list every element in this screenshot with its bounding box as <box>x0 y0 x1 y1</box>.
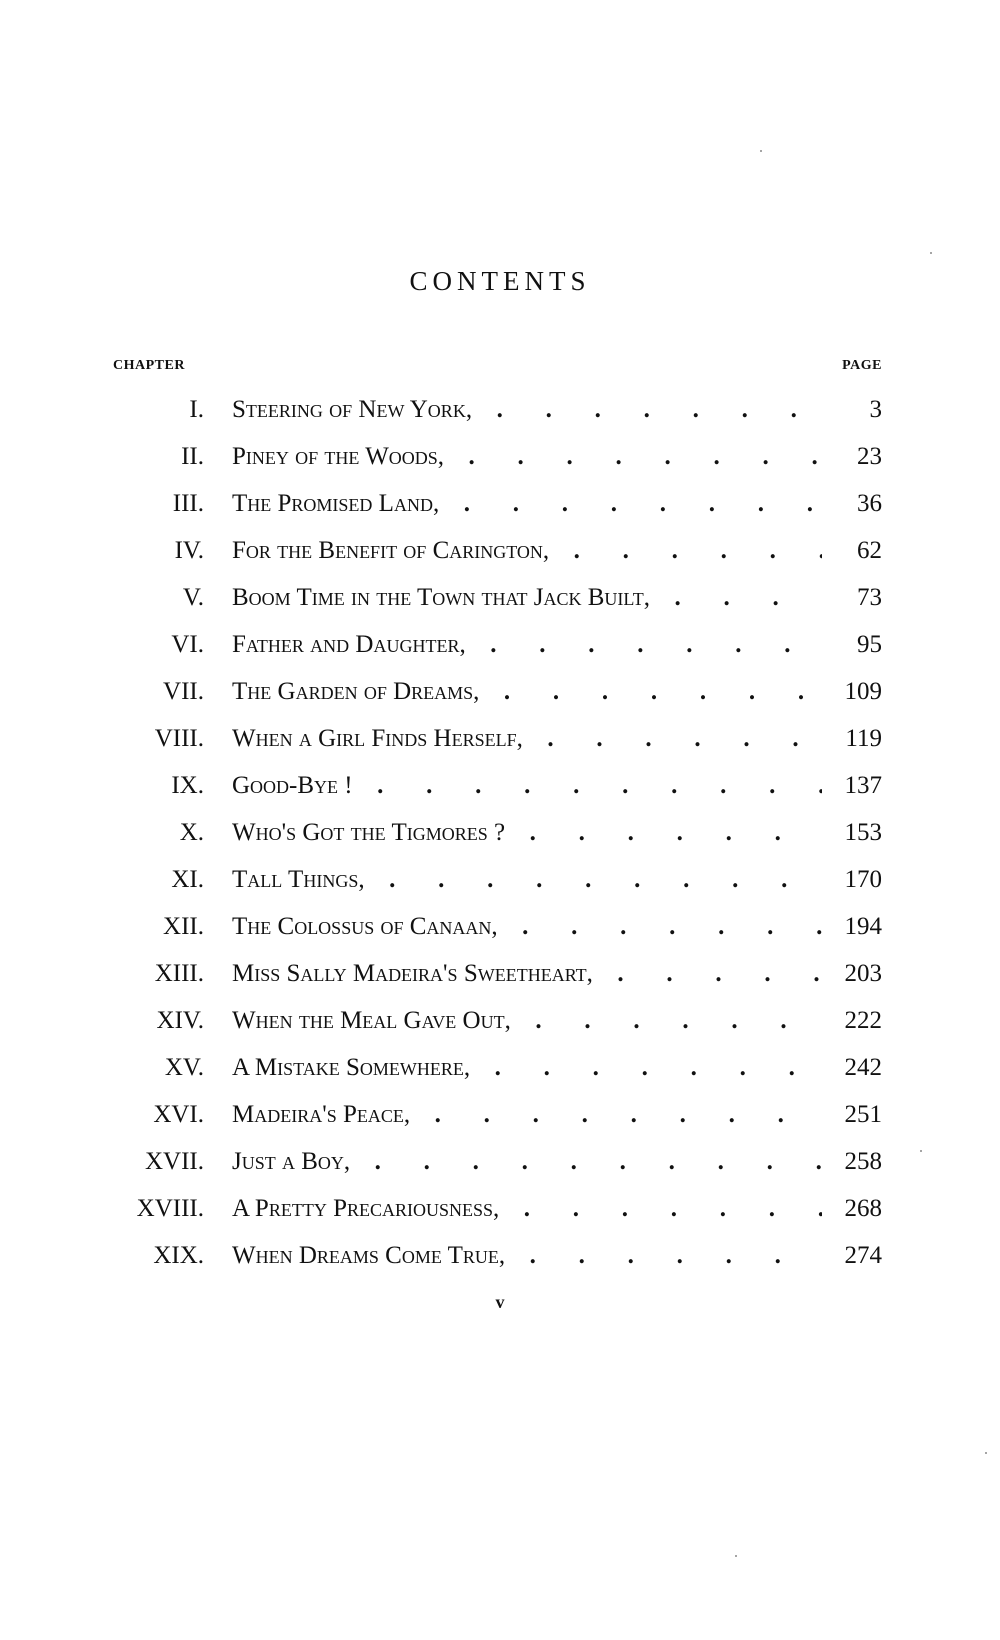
chapter-title: When Dreams Come True, . . <box>232 1232 822 1279</box>
print-speck <box>760 150 762 152</box>
chapter-number: I. <box>189 396 204 423</box>
toc-row <box>0 950 1000 997</box>
toc-row <box>0 762 1000 809</box>
chapter-title: When a Girl Finds Herself, . . <box>232 715 822 762</box>
chapter-number: VI. <box>171 631 204 658</box>
chapter-number: III. <box>172 490 204 517</box>
chapter-page: 23 <box>822 433 882 480</box>
toc-row <box>0 903 1000 950</box>
toc-row <box>0 997 1000 1044</box>
chapter-title: Good-Bye ! . . <box>232 762 822 809</box>
chapter-number: IX. <box>171 772 204 799</box>
print-speck <box>920 1150 922 1152</box>
toc-row <box>0 621 1000 668</box>
chapter-title: Piney of the Woods, . . <box>232 433 822 480</box>
chapter-number: XVIII. <box>136 1195 204 1222</box>
toc-row <box>0 433 1000 480</box>
chapter-page: 73 <box>822 574 882 621</box>
chapter-column-header: CHAPTER <box>113 358 185 373</box>
chapter-page: 222 <box>822 997 882 1044</box>
toc-row <box>0 1044 1000 1091</box>
chapter-title: Just a Boy, . . <box>232 1138 822 1185</box>
chapter-page: 137 <box>822 762 882 809</box>
chapter-number: XVI. <box>153 1101 204 1128</box>
toc-row <box>0 1138 1000 1185</box>
toc-row <box>0 1232 1000 1279</box>
chapter-number: X. <box>179 819 204 846</box>
chapter-title: A Mistake Somewhere, . . <box>232 1044 822 1091</box>
chapter-number: VII. <box>163 678 204 705</box>
chapter-title: The Garden of Dreams, . . <box>232 668 822 715</box>
chapter-number: XIX. <box>153 1242 204 1269</box>
chapter-page: 36 <box>822 480 882 527</box>
chapter-page: 119 <box>822 715 882 762</box>
chapter-number: XV. <box>164 1054 204 1081</box>
chapter-title: A Pretty Precariousness, . . <box>232 1185 822 1232</box>
toc-row <box>0 856 1000 903</box>
toc-row <box>0 1091 1000 1138</box>
chapter-number: V. <box>182 584 204 611</box>
chapter-page: 242 <box>822 1044 882 1091</box>
chapter-title: Steering of New York, . . <box>232 386 822 433</box>
chapter-title: Tall Things, . . <box>232 856 822 903</box>
chapter-page: 268 <box>822 1185 882 1232</box>
toc-row <box>0 574 1000 621</box>
page-folio: v <box>495 1292 505 1312</box>
chapter-title: Boom Time in the Town that Jack Built, . . <box>232 574 822 621</box>
chapter-page: 62 <box>822 527 882 574</box>
chapter-title: Miss Sally Madeira's Sweetheart, . . <box>232 950 822 997</box>
page-title: CONTENTS <box>409 266 591 296</box>
chapter-page: 258 <box>822 1138 882 1185</box>
chapter-page: 153 <box>822 809 882 856</box>
toc-row <box>0 1185 1000 1232</box>
chapter-page: 95 <box>822 621 882 668</box>
chapter-number: XVII. <box>144 1148 204 1175</box>
chapter-title: Who's Got the Tigmores ? . . <box>232 809 822 856</box>
toc-row <box>0 480 1000 527</box>
toc-row <box>0 809 1000 856</box>
page-column-header: PAGE <box>842 358 882 373</box>
toc-row <box>0 668 1000 715</box>
chapter-number: XIII. <box>154 960 204 987</box>
toc-row <box>0 715 1000 762</box>
chapter-page: 203 <box>822 950 882 997</box>
chapter-title: The Colossus of Canaan, . . <box>232 903 822 950</box>
table-of-contents <box>0 386 1000 1279</box>
chapter-page: 3 <box>822 386 882 433</box>
chapter-page: 194 <box>822 903 882 950</box>
chapter-number: XIV. <box>156 1007 204 1034</box>
chapter-number: IV. <box>174 537 204 564</box>
chapter-title: Father and Daughter, . . <box>232 621 822 668</box>
chapter-number: VIII. <box>154 725 204 752</box>
chapter-number: XII. <box>163 913 204 940</box>
chapter-page: 170 <box>822 856 882 903</box>
chapter-number: II. <box>181 443 204 470</box>
chapter-title: Madeira's Peace, . . <box>232 1091 822 1138</box>
chapter-page: 274 <box>822 1232 882 1279</box>
chapter-title: When the Meal Gave Out, . . <box>232 997 822 1044</box>
print-speck <box>930 252 932 254</box>
chapter-page: 251 <box>822 1091 882 1138</box>
chapter-number: XI. <box>171 866 204 893</box>
toc-row <box>0 386 1000 433</box>
print-speck <box>735 1555 737 1557</box>
toc-row <box>0 527 1000 574</box>
chapter-title: The Promised Land, . . <box>232 480 822 527</box>
print-speck <box>985 1452 987 1454</box>
chapter-title: For the Benefit of Carington, . . <box>232 527 822 574</box>
chapter-page: 109 <box>822 668 882 715</box>
